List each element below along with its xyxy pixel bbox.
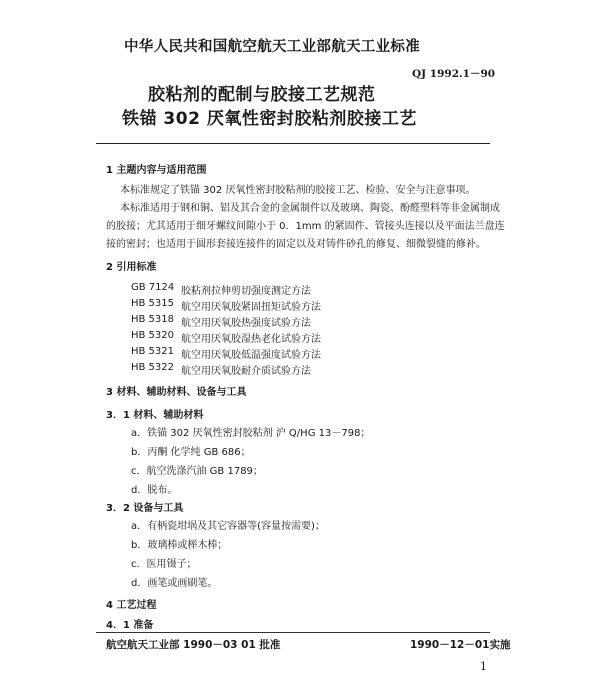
section-1-paragraph-2-line-3: 接的密封；也适用于圆形套接连接件的固定以及对铸件砂孔的修复、细微裂缝的修补。	[106, 239, 486, 250]
reference-title: 航空用厌氧胶紧固扭矩试验方法	[181, 302, 321, 313]
reference-code: HB 5321	[131, 346, 175, 357]
reference-title: 胶粘剂拉伸剪切强度测定方法	[181, 286, 311, 297]
section-1-paragraph-1: 本标准规定了铁锚 302 厌氧性密封胶粘剂的胶接工艺、检验、安全与注意事项。	[120, 185, 476, 196]
section-4-1-heading: 4．1 准备	[106, 620, 154, 631]
equipment-item: b．玻璃棒或榉木棒；	[131, 540, 228, 551]
title-line-2: 铁锚 302 厌氧性密封胶粘剂胶接工艺	[122, 109, 417, 129]
section-4-heading: 4 工艺过程	[106, 600, 157, 611]
materials-item: d．脱布。	[131, 485, 178, 496]
title-line-1: 胶粘剂的配制与胶接工艺规范	[148, 85, 376, 105]
issuing-organization: 中华人民共和国航空航天工业部航天工业标准	[124, 39, 420, 55]
approval-line: 航空航天工业部 1990－03 01 批准	[106, 639, 281, 651]
reference-title: 航空用厌氧胶热强度试验方法	[181, 318, 311, 329]
reference-code: HB 5322	[131, 362, 175, 373]
footer-rule	[96, 632, 490, 633]
reference-code: HB 5315	[131, 298, 175, 309]
standard-number: QJ 1992.1－90	[412, 68, 496, 80]
section-3-2-heading: 3．2 设备与工具	[106, 503, 184, 514]
reference-title: 航空用厌氧胶低温强度试验方法	[181, 350, 321, 361]
section-1-paragraph-2-line-2: 的胶接；尤其适用于细牙螺纹间隙小于 0．1mm 的紧固件、管接头连接以及平面法兰盘连	[106, 221, 505, 232]
section-2-heading: 2 引用标准	[106, 262, 157, 273]
section-1-heading: 1 主题内容与适用范围	[106, 165, 207, 176]
reference-title: 航空用厌氧胶湿热老化试验方法	[181, 334, 321, 345]
materials-item: c．航空洗涤汽油 GB 1789；	[131, 466, 263, 477]
equipment-item: a．有柄瓷坩埚及其它容器等(容量按需要)；	[131, 521, 325, 532]
reference-code: HB 5320	[131, 330, 175, 341]
section-3-heading: 3 材料、辅助材料、设备与工具	[106, 387, 247, 398]
page-number: 1	[480, 660, 487, 673]
section-1-paragraph-2-line-1: 本标准适用于钢和铜、铝及其合金的金属制件以及玻璃、陶瓷、酚醛塑料等非金属制成	[120, 203, 500, 214]
materials-item: a．铁锚 302 厌氧性密封胶粘剂 沪 Q/HG 13－798；	[131, 428, 371, 439]
equipment-item: c．医用镊子；	[131, 559, 197, 570]
equipment-item: d．画笔或画刷笔。	[131, 578, 218, 589]
materials-item: b．丙酮 化学纯 GB 686；	[131, 447, 251, 458]
header-rule	[96, 143, 490, 144]
reference-title: 航空用厌氧胶耐介质试验方法	[181, 366, 311, 377]
reference-code: HB 5318	[131, 314, 175, 325]
reference-code: GB 7124	[131, 282, 175, 293]
section-3-1-heading: 3．1 材料、辅助材料	[106, 410, 204, 421]
implementation-date: 1990－12－01实施	[410, 639, 511, 651]
